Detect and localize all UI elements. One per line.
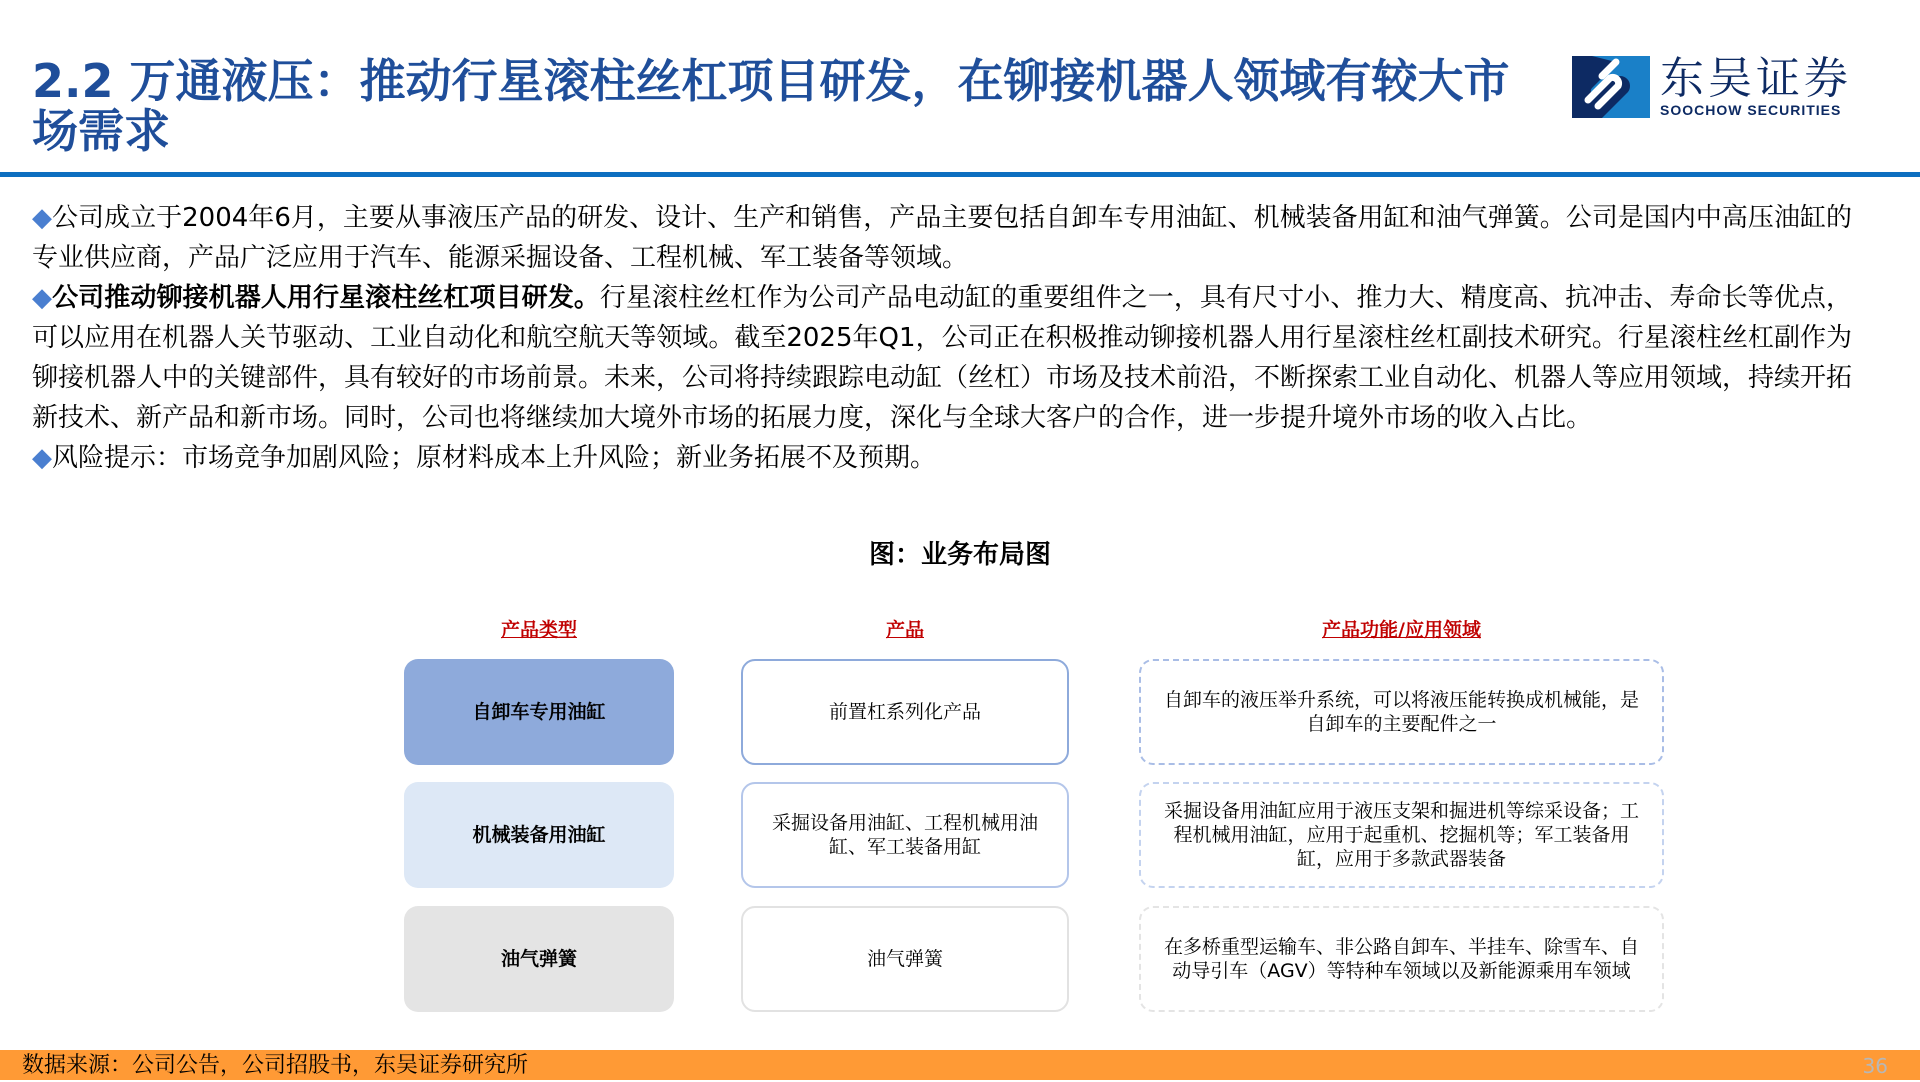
product-cell: 前置杠系列化产品 <box>741 659 1069 765</box>
paragraph-1: ◆公司成立于2004年6月，主要从事液压产品的研发、设计、生产和销售，产品主要包括自卸车专用油缸、机械装备用缸和油气弹簧。公司是国内中高压油缸的专业供应商，产品广泛应用于汽车、能源采掘设备、工程机械、军工装备等领域。 <box>32 203 1852 273</box>
paragraph-3: ◆风险提示：市场竞争加剧风险；原材料成本上升风险；新业务拓展不及预期。 <box>32 443 937 473</box>
logo-text-en: SOOCHOW SECURITIES <box>1660 102 1842 118</box>
function-cell: 在多桥重型运输车、非公路自卸车、半挂车、除雪车、自动导引车（AGV）等特种车领域以及新能源乘用车领域 <box>1139 906 1664 1012</box>
column-header-type: 产品类型 <box>500 619 577 641</box>
column-header-product: 产品 <box>885 619 924 641</box>
footer-bar <box>0 1050 1920 1080</box>
page-title: 2.2 万通液压：推动行星滚柱丝杠项目研发，在铆接机器人领域有较大市场需求 <box>32 54 1510 158</box>
bullet-icon: ◆ <box>32 443 52 473</box>
soochow-logo <box>1572 53 1852 118</box>
logo-text-cn: 东吴证券 <box>1660 53 1852 104</box>
type-cell: 自卸车专用油缸 <box>404 659 674 765</box>
soochow-logo-icon <box>1572 56 1650 118</box>
product-cell: 油气弹簧 <box>741 906 1069 1012</box>
paragraph-2: ◆公司推动铆接机器人用行星滚柱丝杠项目研发。行星滚柱丝杠作为公司产品电动缸的重要组件之一，具有尺寸小、推力大、精度高、抗冲击、寿命长等优点，可以应用在机器人关节驱动、工业自动化和航空航天等领域。截至2025年Q1，公司正在积极推动铆接机器人用行星滚柱丝杠副技术研究。行星滚柱丝杠副作为铆接机器人中的关键部件，具有较好的市场前景。未来，公司将持续跟踪电动缸（丝杠）市场及技术前沿，不断探索工业自动化、机器人等应用领域，持续开拓新技术、新产品和新市场。同时，公司也将继续加大境外市场的拓展力度，深化与全球大客户的合作，进一步提升境外市场的收入占比。 <box>32 283 1853 433</box>
type-cell: 油气弹簧 <box>404 906 674 1012</box>
product-cell: 采掘设备用油缸、工程机械用油缸、军工装备用缸 <box>741 782 1069 888</box>
bullet-icon: ◆ <box>32 203 53 233</box>
data-source: 数据来源：公司公告，公司招股书，东吴证券研究所 <box>22 1053 529 1078</box>
column-header-function: 产品功能/应用领域 <box>1322 619 1481 641</box>
figure-title: 图：业务布局图 <box>868 540 1051 570</box>
page-number: 36 <box>1862 1054 1888 1078</box>
type-cell: 机械装备用油缸 <box>404 782 674 888</box>
header-divider <box>0 172 1920 177</box>
function-cell: 自卸车的液压举升系统，可以将液压能转换成机械能，是自卸车的主要配件之一 <box>1139 659 1664 765</box>
function-cell: 采掘设备用油缸应用于液压支架和掘进机等综采设备；工程机械用油缸，应用于起重机、挖掘机等；军工装备用缸，应用于多款武器装备 <box>1139 782 1664 888</box>
body-text <box>32 198 1852 478</box>
bullet-icon: ◆ <box>32 283 53 313</box>
